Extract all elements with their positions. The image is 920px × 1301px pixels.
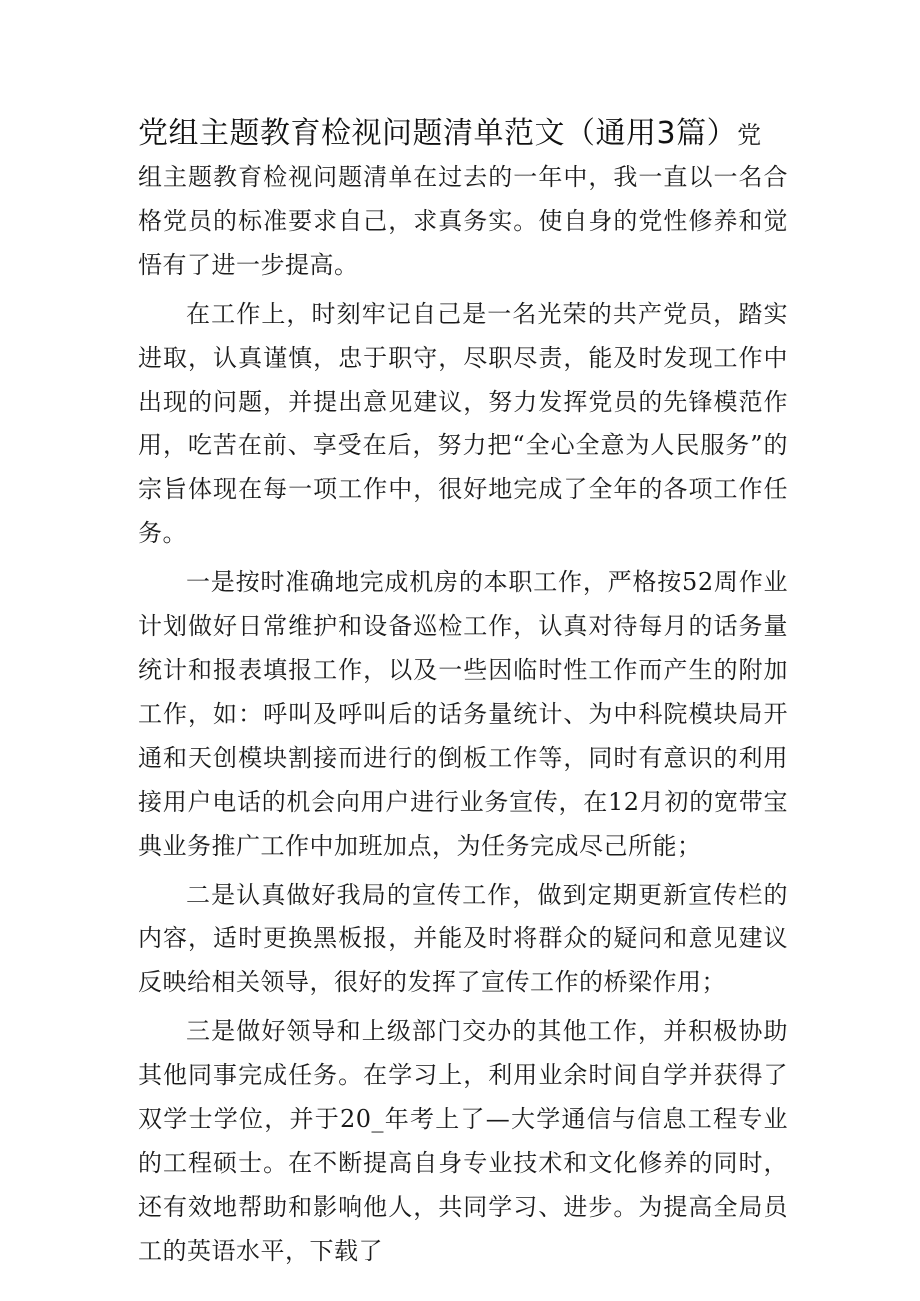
paragraph-item-one: 一是按时准确地完成机房的本职工作，严格按52周作业计划做好日常维护和设备巡检工作，认真对待每月的话务量统计和报表填报工作，以及一些因临时性工作而产生的附加工作，如：呼叫及呼叫后的话务量统计、为中科院模块局开通和天创模块割接而进行的倒板工作等，同时有意识的利用接用户电话的机会向用户进行业务宣传，在12月初的宽带宝典业务推广工作中加班加点，为任务完成尽己所能； xyxy=(138,568,788,860)
intro-paragraph: 组主题教育检视问题清单在过去的一年中，我一直以一名合格党员的标准要求自己，求真务实。使自身的党性修养和觉悟有了进一步提高。 xyxy=(138,163,788,279)
paragraph-item-two: 二是认真做好我局的宣传工作，做到定期更新宣传栏的内容，适时更换黑板报，并能及时将群众的疑问和意见建议反映给相关领导，很好的发挥了宣传工作的桥梁作用； xyxy=(138,880,788,997)
title-line xyxy=(138,112,788,156)
document-title: 党组主题教育检视问题清单范文（通用3篇） xyxy=(138,116,738,151)
intro-first-char: 党 xyxy=(737,121,762,149)
document-page xyxy=(138,112,788,1274)
paragraph-work: 在工作上，时刻牢记自己是一名光荣的共产党员，踏实进取，认真谨慎，忠于职守，尽职尽责，能及时发现工作中出现的问题，并提出意见建议，努力发挥党员的先锋模范作用，吃苦在前、享受在后，努力把“全心全意为人民服务”的宗旨体现在每一项工作中，很好地完成了全年的各项工作任务。 xyxy=(138,299,788,548)
paragraph-item-three: 三是做好领导和上级部门交办的其他工作，并积极协助其他同事完成任务。在学习上，利用业余时间自学并获得了双学士学位，并于20_年考上了—大学通信与信息工程专业的工程硕士。在不断提高自身专业技术和文化修养的同时，还有效地帮助和影响他人，共同学习、进步。为提高全局员工的英语水平，下载了 xyxy=(138,1017,788,1265)
